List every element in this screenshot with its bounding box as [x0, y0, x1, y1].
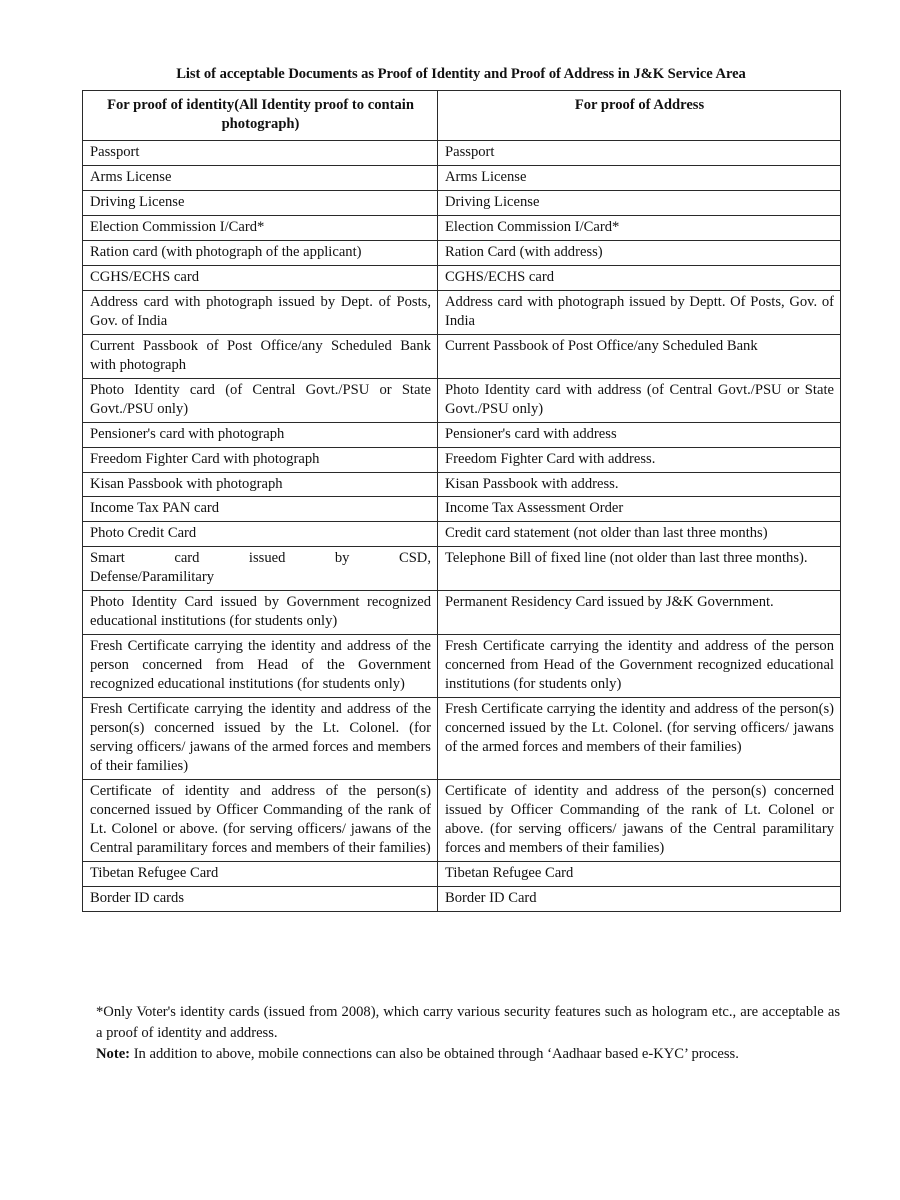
cell-identity: Arms License — [83, 165, 438, 190]
cell-identity: Pensioner's card with photograph — [83, 422, 438, 447]
table-row — [83, 591, 841, 635]
footnote-note-text: In addition to above, mobile connections can also be obtained through ‘Aadhaar based e-KYC’ process. — [130, 1046, 739, 1063]
cell-identity-line-2: Defense/Paramilitary — [90, 569, 214, 586]
column-header-identity: For proof of identity(All Identity proof to contain photograph) — [83, 91, 438, 141]
footnote-asterisk: *Only Voter's identity cards (issued from 2008), which carry various security features such as hologram etc., are acceptable as a proof of identity and address. — [96, 1004, 840, 1041]
cell-identity: Income Tax PAN card — [83, 497, 438, 522]
table-row — [83, 698, 841, 780]
table-row — [83, 190, 841, 215]
cell-address: Pensioner's card with address — [438, 422, 841, 447]
cell-identity — [83, 547, 438, 591]
cell-address: Photo Identity card with address (of Central Govt./PSU or State Govt./PSU only) — [438, 378, 841, 422]
table-row — [83, 165, 841, 190]
cell-identity: Photo Identity card (of Central Govt./PSU or State Govt./PSU only) — [83, 378, 438, 422]
cell-address: Current Passbook of Post Office/any Scheduled Bank — [438, 334, 841, 378]
table-row — [83, 447, 841, 472]
cell-address: Kisan Passbook with address. — [438, 472, 841, 497]
cell-address: Fresh Certificate carrying the identity and address of the person concerned from Head of the Government recognized educational institutions (for students only) — [438, 635, 841, 698]
table-row — [83, 780, 841, 862]
cell-identity: Certificate of identity and address of the person(s) concerned issued by Officer Commanding of the rank of Lt. Colonel or above. (for serving officers/ jawans of the Central paramilitary forces and members of their families) — [83, 780, 438, 862]
table-body — [83, 140, 841, 911]
table-row — [83, 215, 841, 240]
cell-identity: Fresh Certificate carrying the identity and address of the person concerned from Head of the Government recognized educational institutions (for students only) — [83, 635, 438, 698]
table-row — [83, 547, 841, 591]
cell-identity-line-1: Smart card issued by CSD, — [90, 550, 431, 567]
cell-address: Ration Card (with address) — [438, 240, 841, 265]
table-row — [83, 422, 841, 447]
cell-address: Tibetan Refugee Card — [438, 861, 841, 886]
cell-identity: Address card with photograph issued by Dept. of Posts, Gov. of India — [83, 290, 438, 334]
cell-identity: Ration card (with photograph of the applicant) — [83, 240, 438, 265]
cell-identity: Photo Identity Card issued by Government recognized educational institutions (for students only) — [83, 591, 438, 635]
cell-identity: Kisan Passbook with photograph — [83, 472, 438, 497]
cell-identity: Passport — [83, 140, 438, 165]
cell-identity: CGHS/ECHS card — [83, 265, 438, 290]
table-row — [83, 472, 841, 497]
table-header — [83, 91, 841, 141]
acceptable-documents-table — [82, 90, 841, 912]
footnotes — [96, 1002, 840, 1065]
table-row — [83, 886, 841, 911]
cell-address: Border ID Card — [438, 886, 841, 911]
table-row — [83, 861, 841, 886]
table-row — [83, 497, 841, 522]
cell-address: CGHS/ECHS card — [438, 265, 841, 290]
cell-identity: Current Passbook of Post Office/any Scheduled Bank with photograph — [83, 334, 438, 378]
table-row — [83, 378, 841, 422]
cell-identity: Fresh Certificate carrying the identity and address of the person(s) concerned issued by the Lt. Colonel. (for serving officers/ jawans of the armed forces and members of their families) — [83, 698, 438, 780]
cell-address: Address card with photograph issued by Deptt. Of Posts, Gov. of India — [438, 290, 841, 334]
cell-address: Telephone Bill of fixed line (not older than last three months). — [438, 547, 841, 591]
cell-address: Passport — [438, 140, 841, 165]
table-row — [83, 334, 841, 378]
cell-address: Certificate of identity and address of the person(s) concerned issued by Officer Commanding of the rank of Lt. Colonel or above. (for serving officers/ jawans of the Central paramilitary forces and members of their families) — [438, 780, 841, 862]
footnote-note — [96, 1044, 840, 1065]
cell-identity: Photo Credit Card — [83, 522, 438, 547]
cell-address: Arms License — [438, 165, 841, 190]
table-row — [83, 265, 841, 290]
cell-address: Freedom Fighter Card with address. — [438, 447, 841, 472]
cell-identity: Tibetan Refugee Card — [83, 861, 438, 886]
cell-address: Driving License — [438, 190, 841, 215]
cell-identity: Freedom Fighter Card with photograph — [83, 447, 438, 472]
cell-identity: Election Commission I/Card* — [83, 215, 438, 240]
table-header-row — [83, 91, 841, 141]
table-row — [83, 240, 841, 265]
footnote-note-label: Note: — [96, 1046, 131, 1063]
table-row — [83, 140, 841, 165]
cell-identity: Border ID cards — [83, 886, 438, 911]
cell-address: Election Commission I/Card* — [438, 215, 841, 240]
page-title: List of acceptable Documents as Proof of Identity and Proof of Address in J&K Service Area — [176, 66, 746, 82]
cell-address: Credit card statement (not older than last three months) — [438, 522, 841, 547]
cell-address: Fresh Certificate carrying the identity and address of the person(s) concerned issued by the Lt. Colonel. (for serving officers/ jawans of the armed forces and members of their families) — [438, 698, 841, 780]
cell-address: Permanent Residency Card issued by J&K Government. — [438, 591, 841, 635]
column-header-address: For proof of Address — [438, 91, 841, 141]
table-row — [83, 522, 841, 547]
cell-identity: Driving License — [83, 190, 438, 215]
cell-address: Income Tax Assessment Order — [438, 497, 841, 522]
table-row — [83, 635, 841, 698]
table-row — [83, 290, 841, 334]
